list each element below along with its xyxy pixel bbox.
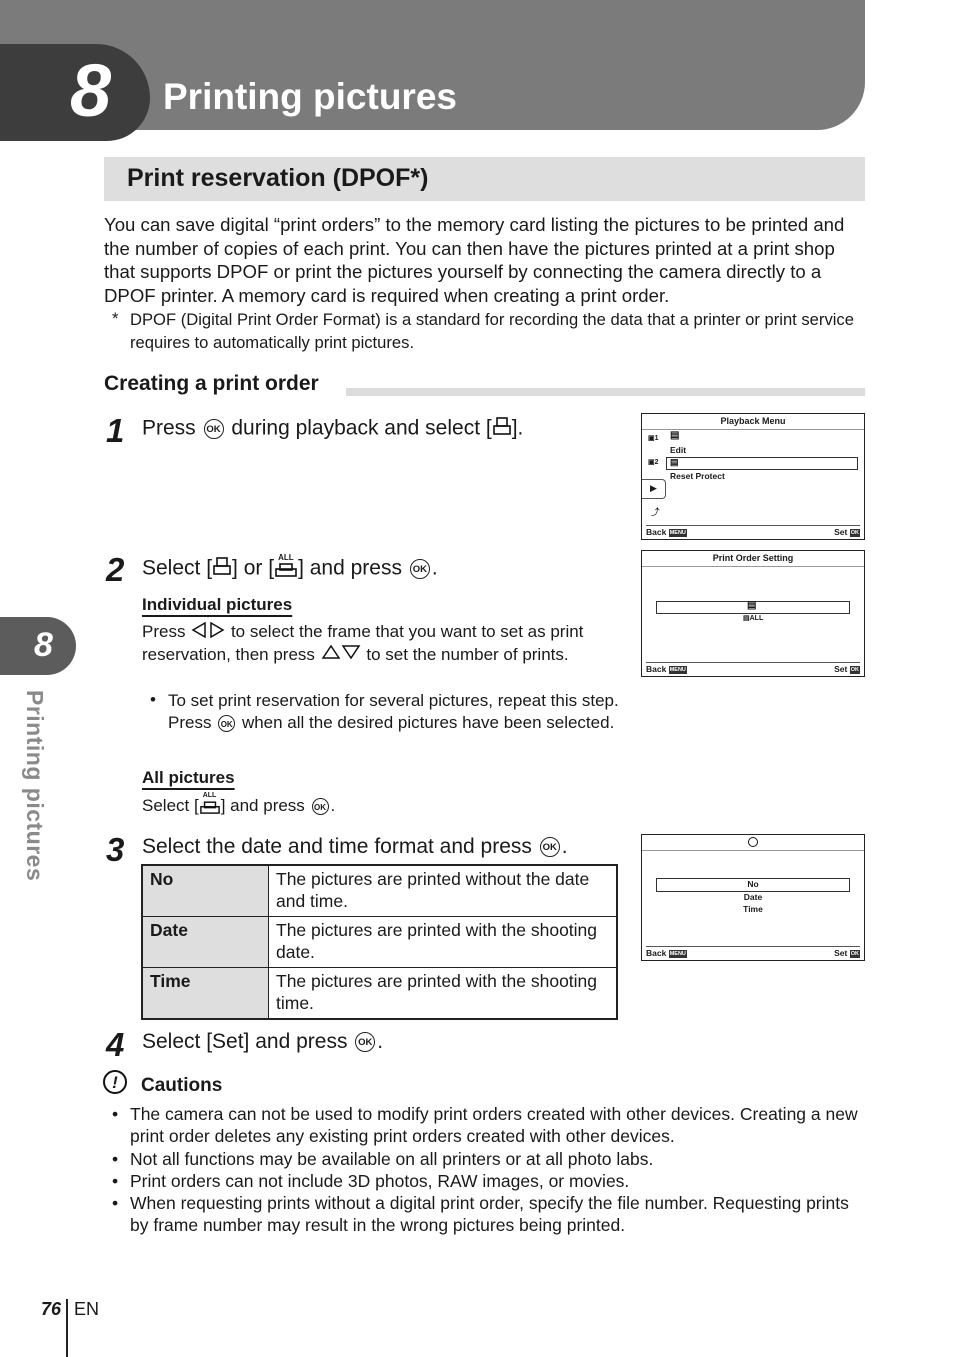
step-1-number: 1 — [106, 412, 125, 449]
intro-paragraph: You can save digital “print orders” to the memory card listing the pictures to be printed and the number of copies of each print. You can then have the pictures printed at a print shop that supports DPOF or print the pictures yourself by connecting the camera directly to a DPOF printer. A memory card is required when creating a print order. — [104, 214, 845, 306]
list-item: • The camera can not be used to modify print orders created with other devices. Creating a new print order deletes any existing print orders created with other devices. — [112, 1103, 864, 1148]
step-3-pre: Select the date and time format and press — [142, 835, 532, 858]
screen-title: Playback Menu — [720, 416, 786, 426]
individual-p1b: to select the frame that you want to set as print reservation, then press — [142, 622, 584, 664]
table-value: The pictures are printed without the date and time. — [269, 865, 618, 917]
camera-tab-1-icon: ▣1 — [648, 435, 659, 442]
menu-item-edit: Edit — [670, 445, 687, 455]
step-4-post: . — [377, 1030, 384, 1053]
step-1-pre: Press — [142, 416, 196, 440]
all-a: Select [ — [142, 795, 199, 815]
print-all-mark: ALL — [278, 553, 294, 562]
individual-bullet — [168, 690, 620, 734]
ok-button-icon: OK — [355, 1032, 375, 1052]
menu-chip: MENU — [669, 666, 686, 673]
step-1-mid: during playback and select [ — [231, 416, 492, 440]
screen-footer — [646, 662, 860, 674]
left-right-arrows-icon — [191, 622, 225, 644]
camera-tab-2-label: 2 — [654, 459, 659, 466]
ok-button-icon: OK — [218, 715, 235, 732]
side-chapter-number: 8 — [34, 626, 53, 664]
cautions-list — [112, 1103, 864, 1237]
print-order-setting-screen — [641, 550, 865, 677]
step-2-mid: ] or [ — [232, 556, 275, 580]
cautions-title: Cautions — [141, 1075, 223, 1096]
footnote-mark: * — [112, 309, 119, 328]
step-4-text — [142, 1030, 383, 1054]
footer-back-label: Back — [646, 527, 667, 537]
list-item: • Not all functions may be available on all printers or at all photo labs. — [112, 1148, 864, 1170]
edit-icon: ▤ — [670, 430, 680, 441]
chapter-number: 8 — [70, 49, 112, 132]
table-row — [142, 865, 617, 917]
screen-divider — [642, 850, 864, 851]
print-all-mark: ALL — [202, 792, 217, 799]
screen-footer — [646, 946, 860, 958]
camera-tab-1-label: 1 — [654, 435, 659, 442]
individual-pictures-heading: Individual pictures — [142, 595, 293, 614]
option-no: No — [747, 879, 759, 889]
chapter-title: Printing pictures — [163, 76, 457, 117]
all-b: ] and press — [220, 795, 305, 815]
step-1-text — [142, 416, 523, 442]
footer-set-label: Set — [834, 527, 848, 537]
playback-menu-screen — [641, 413, 865, 540]
bullet-mark: • — [150, 690, 156, 709]
subsection-rule — [346, 388, 865, 396]
screen-divider — [642, 566, 864, 567]
step-1-post: ]. — [511, 416, 524, 440]
step-3-post: . — [561, 835, 568, 858]
print-order-icon: ▤ — [747, 600, 757, 611]
print-order-icon: ▤ — [670, 457, 679, 467]
footer-set-label: Set — [834, 948, 848, 958]
footer-back-label: Back — [646, 948, 667, 958]
print-order-icon — [213, 556, 231, 582]
menu-chip: MENU — [669, 950, 686, 957]
print-all-icon — [275, 555, 297, 583]
step-4-pre: Select [Set] and press — [142, 1030, 348, 1053]
table-value: The pictures are printed with the shooting time. — [269, 968, 618, 1020]
playback-tab-icon: ▶ — [642, 479, 666, 499]
page-number: 76 — [41, 1299, 62, 1319]
step-2-mid2: ] and press — [298, 556, 402, 580]
step-2-post: . — [431, 556, 438, 580]
individual-bullet-a: To set print reservation for several pictures, repeat this step. Press — [168, 691, 619, 732]
camera-tab-2-icon: ▣2 — [648, 459, 659, 466]
date-format-table — [141, 864, 618, 1020]
print-all-icon — [200, 794, 220, 819]
ok-button-icon: OK — [312, 798, 329, 815]
ok-button-icon: OK — [540, 837, 560, 857]
table-value: The pictures are printed with the shooting date. — [269, 917, 618, 968]
print-all-option: ▤ALL — [743, 615, 764, 622]
step-4-number: 4 — [106, 1026, 125, 1063]
individual-p1c: to set the number of prints. — [366, 644, 569, 664]
page-number-divider — [66, 1299, 68, 1357]
menu-item-print-order-selected — [666, 457, 858, 470]
all-c: . — [330, 795, 336, 815]
footnote-text: DPOF (Digital Print Order Format) is a standard for recording the data that a printer or print service requires to automatically print pictures. — [130, 310, 854, 352]
side-chapter-label: Printing pictures — [22, 690, 48, 882]
ok-button-icon: OK — [410, 559, 430, 579]
ok-chip: OK — [850, 666, 859, 673]
print-all-option-label: ALL — [749, 615, 764, 622]
table-key: Time — [142, 968, 269, 1020]
footer-back-label: Back — [646, 664, 667, 674]
language-code: EN — [74, 1299, 100, 1319]
table-row — [142, 917, 617, 968]
setup-wrench-icon: ⤴ — [651, 507, 660, 517]
list-item: • When requesting prints without a digital print order, specify the file number. Requesting prints by frame number may result in the wrong pictures being printed. — [112, 1192, 864, 1237]
option-time: Time — [743, 904, 763, 914]
screen-footer — [646, 525, 860, 537]
step-2-pre: Select [ — [142, 556, 213, 580]
print-order-icon — [493, 416, 511, 442]
screen-title: Print Order Setting — [712, 553, 794, 563]
ok-button-icon: OK — [204, 419, 224, 439]
clock-icon — [748, 837, 758, 847]
list-item: • Print orders can not include 3D photos, RAW images, or movies. — [112, 1170, 864, 1192]
option-date: Date — [743, 892, 763, 902]
step-2-number: 2 — [106, 551, 125, 588]
table-row — [142, 968, 617, 1020]
individual-bullet-b: when all the desired pictures have been selected. — [241, 713, 615, 732]
individual-pictures-text — [142, 621, 612, 666]
menu-item-reset-protect: Reset Protect — [670, 471, 725, 481]
up-down-arrows-icon — [321, 644, 361, 666]
date-time-screen — [641, 834, 865, 961]
step-3-number: 3 — [106, 831, 125, 868]
footer-set-label: Set — [834, 664, 848, 674]
table-key: No — [142, 865, 269, 917]
subsection-title: Creating a print order — [104, 372, 319, 395]
all-pictures-heading: All pictures — [142, 768, 235, 787]
step-3-text — [142, 835, 568, 859]
caution-icon: ! — [103, 1070, 127, 1094]
step-2-text — [142, 555, 438, 583]
all-pictures-text — [142, 794, 335, 819]
table-key: Date — [142, 917, 269, 968]
menu-chip: MENU — [669, 529, 686, 536]
ok-chip: OK — [850, 529, 859, 536]
individual-p1a: Press — [142, 622, 186, 641]
section-title: Print reservation (DPOF*) — [127, 164, 429, 192]
ok-chip: OK — [850, 950, 859, 957]
